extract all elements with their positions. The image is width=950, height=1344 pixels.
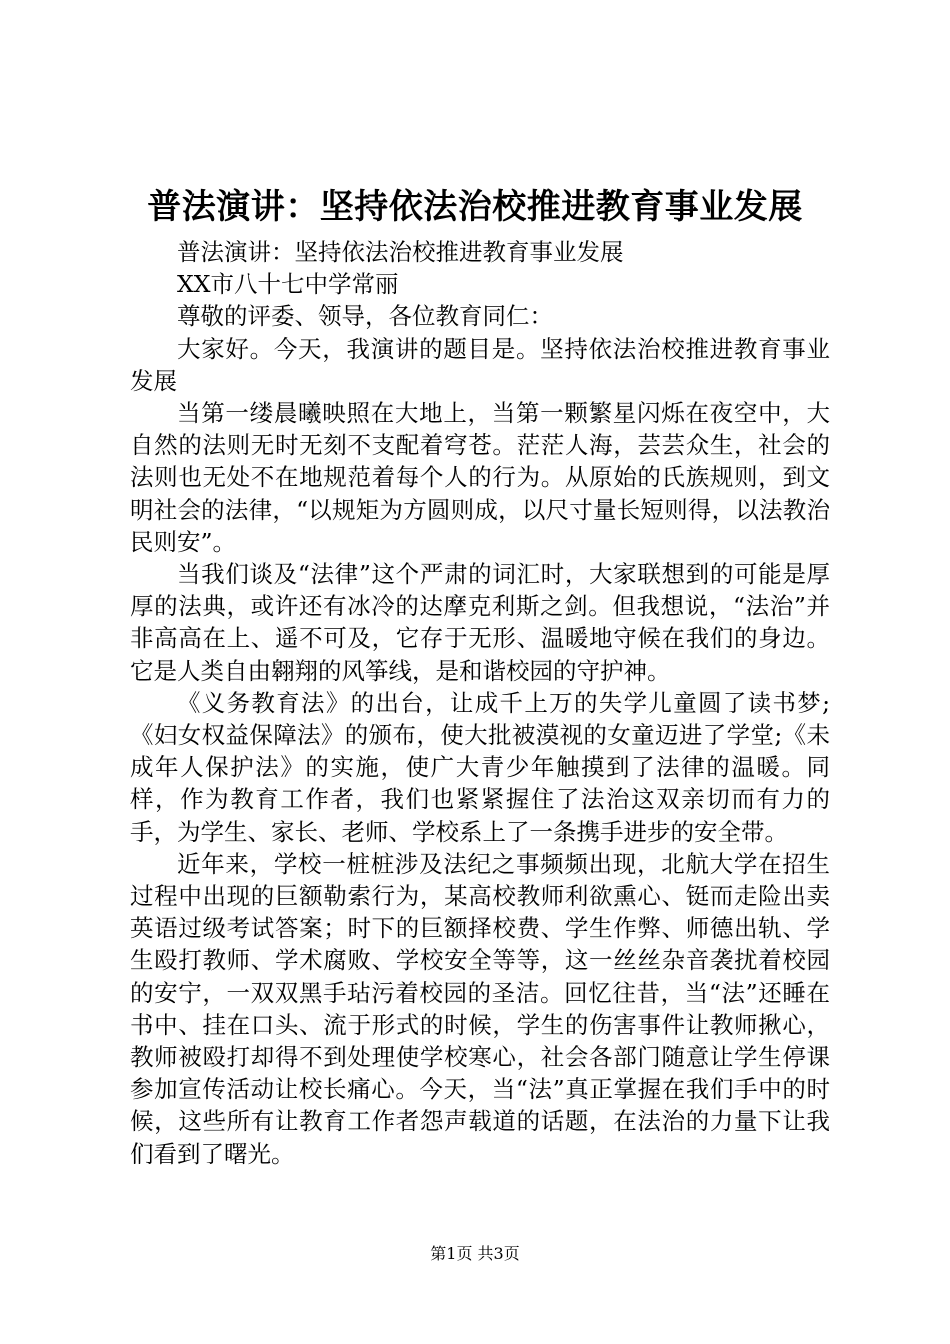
paragraph-subtitle: 普法演讲：坚持依法治校推进教育事业发展 (177, 238, 624, 266)
page-footer: 第1页 共3页 (430, 1244, 520, 1263)
paragraph-body-2: 当我们谈及“法律”这个严肃的词汇时，大家联想到的可能是厚厚的法典，或许还有冰冷的达摩克利斯之剑。但我想说，“法治”并非高高在上、遥不可及，它存于无形、温暖地守候在我们的身边。它是人类自由翱翔的风筝线，是和谐校园的守护神。 (130, 560, 830, 685)
document-title: 普法演讲：坚持依法治校推进教育事业发展 (147, 187, 803, 227)
paragraph-body-4: 近年来，学校一桩桩涉及法纪之事频频出现，北航大学在招生过程中出现的巨额勒索行为，某高校教师利欲熏心、铤而走险出卖英语过级考试答案；时下的巨额择校费、学生作弊、师德出轨、学生殴打教师、学术腐败、学校安全等等，这一丝丝杂音袭扰着校园的安宁，一双双黑手玷污着校园的圣洁。回忆往昔，当“法”还睡在书中、挂在口头、流于形式的时候，学生的伤害事件让教师揪心，教师被殴打却得不到处理使学校寒心，社会各部门随意让学生停课参加宣传活动让校长痛心。今天，当“法”真正掌握在我们手中的时候，这些所有让教育工作者怨声载道的话题，在法治的力量下让我们看到了曙光。 (130, 849, 830, 1168)
paragraph-author: XX市八十七中学常丽 (177, 270, 399, 299)
paragraph-salutation: 尊敬的评委、领导，各位教育同仁： (177, 302, 553, 331)
paragraph-body-1: 当第一缕晨曦映照在大地上，当第一颗繁星闪烁在夜空中，大自然的法则无时无刻不支配着穹苍。茫茫人海，芸芸众生，社会的法则也无处不在地规范着每个人的行为。从原始的氏族规则，到文明社会的法律，“以规矩为方圆则成，以尺寸量长短则得，以法教治民则安”。 (130, 399, 830, 556)
document-body (130, 236, 830, 1170)
paragraph-greeting: 大家好。今天，我演讲的题目是。坚持依法治校推进教育事业发展 (130, 334, 830, 395)
paragraph-body-3: 《义务教育法》的出台，让成千上万的失学儿童圆了读书梦;《妇女权益保障法》的颁布，使大批被漠视的女童迈进了学堂;《未成年人保护法》的实施，使广大青少年触摸到了法律的温暖。同样，作为教育工作者，我们也紧紧握住了法治这双亲切而有力的手，为学生、家长、老师、学校系上了一条携手进步的安全带。 (130, 688, 830, 846)
